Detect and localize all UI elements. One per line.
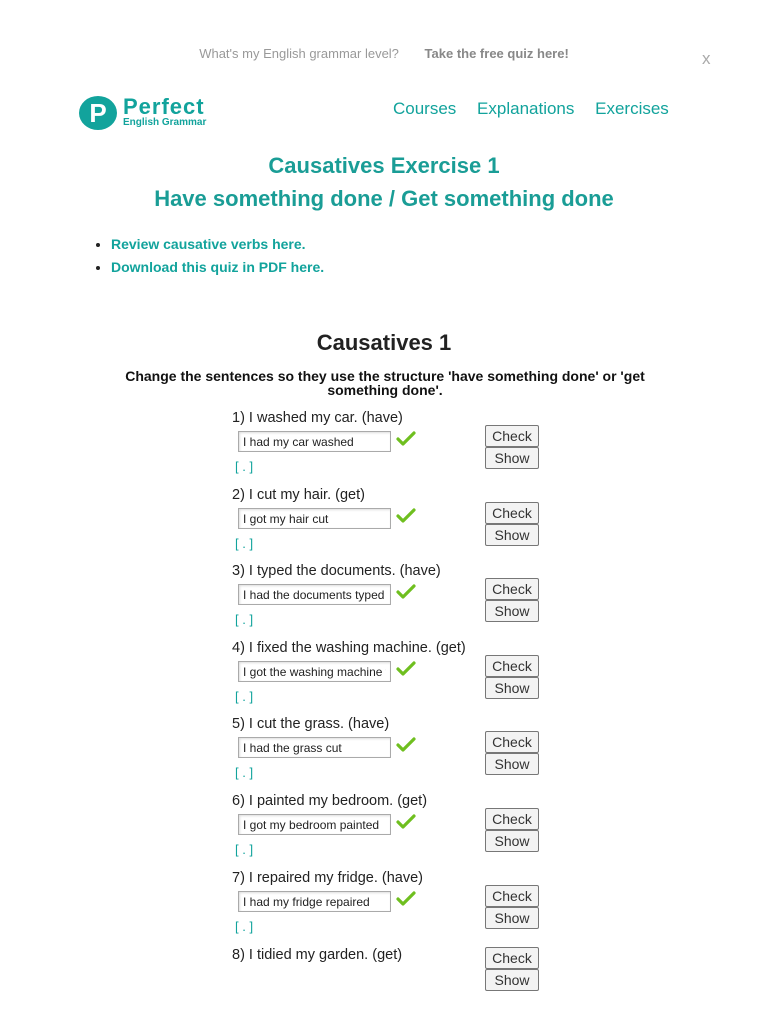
question-prompt: 6) I painted my bedroom. (get) (232, 793, 428, 809)
question-5 (232, 716, 552, 793)
check-button[interactable]: Check (485, 808, 539, 830)
question-6 (232, 793, 552, 870)
question-prompt: 1) I washed my car. (have) (232, 410, 403, 426)
hint-link[interactable]: [ . ] (235, 689, 254, 704)
answer-input[interactable] (238, 508, 391, 529)
question-prompt: 2) I cut my hair. (get) (232, 487, 365, 503)
show-button[interactable]: Show (485, 600, 539, 622)
question-7 (232, 870, 552, 947)
hint-link[interactable]: [ . ] (235, 919, 254, 934)
checkmark-icon (396, 890, 416, 906)
hint-link[interactable]: [ . ] (235, 536, 254, 551)
question-3 (232, 563, 552, 640)
check-button[interactable]: Check (485, 578, 539, 600)
checkmark-icon (396, 430, 416, 446)
download-pdf-link[interactable]: Download this quiz in PDF here. (111, 259, 325, 275)
hint-link[interactable]: [ . ] (235, 765, 254, 780)
quiz-title: Causatives 1 (316, 330, 452, 355)
quiz-instructions: Change the sentences so they use the structure 'have something done' or 'get something done'. (125, 368, 645, 398)
checkmark-icon (396, 507, 416, 523)
logo-subtitle: English Grammar (123, 117, 207, 128)
promo-question: What's my English grammar level? (199, 46, 399, 61)
check-button[interactable]: Check (485, 885, 539, 907)
free-quiz-link[interactable]: Take the free quiz here! (424, 46, 569, 61)
main-nav (393, 99, 685, 119)
list-item (111, 236, 324, 252)
check-button[interactable]: Check (485, 655, 539, 677)
question-1 (232, 410, 552, 487)
question-prompt: 5) I cut the grass. (have) (232, 716, 390, 732)
question-prompt: 3) I typed the documents. (have) (232, 563, 441, 579)
hint-link[interactable]: [ . ] (235, 842, 254, 857)
checkmark-icon (396, 813, 416, 829)
answer-input[interactable] (238, 584, 391, 605)
check-button[interactable]: Check (485, 731, 539, 753)
show-button[interactable]: Show (485, 969, 539, 991)
show-button[interactable]: Show (485, 907, 539, 929)
checkmark-icon (396, 736, 416, 752)
hint-link[interactable]: [ . ] (235, 459, 254, 474)
question-prompt: 7) I repaired my fridge. (have) (232, 870, 423, 886)
checkmark-icon (396, 583, 416, 599)
resource-links (95, 236, 324, 282)
question-8 (232, 947, 552, 1024)
question-prompt: 4) I fixed the washing machine. (get) (232, 640, 466, 656)
answer-input[interactable] (238, 661, 391, 682)
nav-explanations[interactable]: Explanations (477, 99, 575, 118)
show-button[interactable]: Show (485, 753, 539, 775)
check-button[interactable]: Check (485, 947, 539, 969)
check-button[interactable]: Check (485, 425, 539, 447)
page-subtitle: Have something done / Get something done (154, 186, 614, 211)
show-button[interactable]: Show (485, 447, 539, 469)
show-button[interactable]: Show (485, 677, 539, 699)
list-item (111, 259, 324, 275)
logo-word: Perfect (123, 94, 205, 119)
hint-link[interactable]: [ . ] (235, 612, 254, 627)
check-button[interactable]: Check (485, 502, 539, 524)
show-button[interactable]: Show (485, 830, 539, 852)
close-promo-button[interactable]: x (702, 49, 711, 68)
promo-bar (0, 46, 768, 61)
nav-exercises[interactable]: Exercises (595, 99, 669, 118)
page-title: Causatives Exercise 1 (268, 153, 500, 178)
nav-courses[interactable]: Courses (393, 99, 457, 118)
question-prompt: 8) I tidied my garden. (get) (232, 947, 403, 963)
question-4 (232, 640, 552, 717)
checkmark-icon (396, 660, 416, 676)
answer-input[interactable] (238, 891, 391, 912)
show-button[interactable]: Show (485, 524, 539, 546)
answer-input[interactable] (238, 814, 391, 835)
answer-input[interactable] (238, 737, 391, 758)
answer-input[interactable] (238, 431, 391, 452)
review-causative-link[interactable]: Review causative verbs here. (111, 236, 306, 252)
question-2 (232, 487, 552, 564)
logo-mark: P (79, 96, 117, 130)
